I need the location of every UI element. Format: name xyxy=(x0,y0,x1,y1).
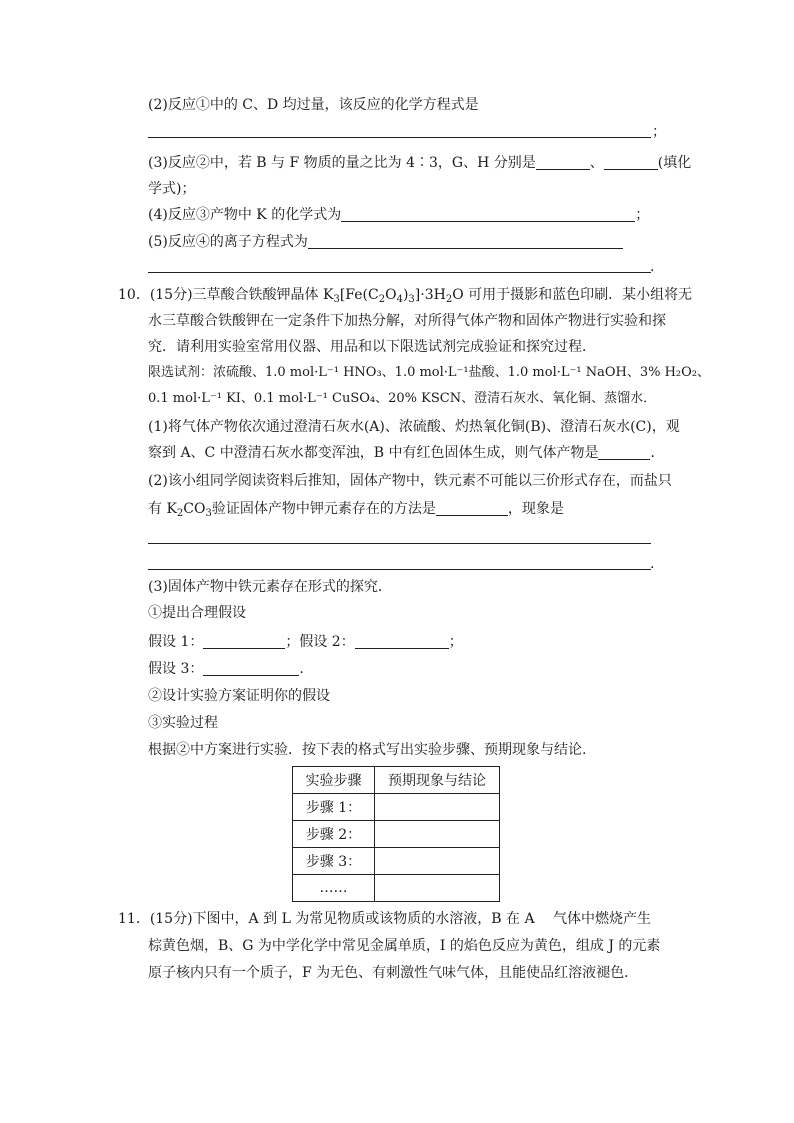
q9-part4-prefix: (4)反应③产物中 K 的化学式为 xyxy=(148,207,342,223)
table-header-row xyxy=(293,767,500,794)
q10-hypothesis3-label: 假设 3： xyxy=(148,661,204,677)
q10-step2-title: ②设计实验方案证明你的假设 xyxy=(148,688,330,704)
q10-line1-b: [Fe(C xyxy=(339,287,379,303)
q10-sub: 3 xyxy=(205,508,212,519)
q9-part3-prefix: (3)反应②中，若 B 与 F 物质的量之比为 4∶3，G、H 分别是 xyxy=(148,155,536,171)
q10-part2-line1: (2)该小组同学阅读资料后推知，固体产物中，铁元素不可能以三价形式存在，而盐只 xyxy=(148,473,672,489)
q10-hypothesis3-end: . xyxy=(299,661,304,677)
table-row xyxy=(293,794,500,821)
q9-part3-blank-h[interactable] xyxy=(604,155,658,170)
q10-part2-d: ，现象是 xyxy=(507,501,564,517)
table-row-answer-cell[interactable] xyxy=(375,848,500,875)
experiment-table xyxy=(292,766,500,902)
q9-part2-answer-line[interactable] xyxy=(148,137,651,138)
q10-hypothesis2-blank[interactable] xyxy=(355,634,449,649)
q10-part1-blank[interactable] xyxy=(598,445,650,460)
q9-part5-text xyxy=(148,233,623,251)
q9-part5-prefix: (5)反应④的离子方程式为 xyxy=(148,234,308,250)
q10-hypothesis3-blank[interactable] xyxy=(203,661,299,676)
q10-part2-c: 验证固体产物中钾元素存在的方法是 xyxy=(211,501,436,517)
table-row-step: 步骤 3： xyxy=(293,848,375,875)
q9-part3-sep: 、 xyxy=(589,155,604,171)
q10-sub: 3 xyxy=(408,294,415,305)
q10-hypothesis2-end: ； xyxy=(448,634,463,650)
q10-sub: 2 xyxy=(176,508,184,519)
q10-part1-end: ． xyxy=(650,445,665,461)
q10-line1-c: O xyxy=(385,287,397,303)
q11-line3: 原子核内只有一个质子，F 为无色、有刺激性气味气体，且能使品红溶液褪色． xyxy=(148,965,639,981)
q9-part3-suffix: (填化 xyxy=(657,155,692,171)
q9-part4-end: ； xyxy=(635,207,650,223)
table-row-step: 步骤 1： xyxy=(293,794,375,821)
q10-part2-line2 xyxy=(148,500,564,523)
table-row-step: …… xyxy=(293,875,375,902)
q10-hypothesis1-blank[interactable] xyxy=(203,634,285,649)
q10-sub: 2 xyxy=(445,294,453,305)
table-row xyxy=(293,821,500,848)
q10-sub: 4 xyxy=(396,294,403,305)
q10-sub: 3 xyxy=(333,294,340,305)
q10-line1-f: O 可用于摄影和蓝色印刷．某小组将无 xyxy=(452,287,693,303)
q10-part3-title: (3)固体产物中铁元素存在形式的探究． xyxy=(148,579,392,595)
q10-part2-answer-line2[interactable] xyxy=(148,569,651,570)
q9-part5-blank[interactable] xyxy=(308,234,623,249)
q10-line3: 究．请利用实验室常用仪器、用品和以下限选试剂完成验证和探究过程． xyxy=(148,339,596,355)
q10-line1 xyxy=(118,286,692,309)
q10-part1-line2 xyxy=(148,444,664,462)
q9-part4-text xyxy=(148,206,649,224)
q10-line1-d: ) xyxy=(402,287,409,303)
q10-part2-answer-line1[interactable] xyxy=(148,543,651,544)
q10-part2-blank-method[interactable] xyxy=(436,501,508,516)
table-header-expected: 预期现象与结论 xyxy=(375,767,500,794)
q10-line2: 水三草酸合铁酸钾在一定条件下加热分解，对所得气体产物和固体产物进行实验和探 xyxy=(148,313,666,329)
q10-hypothesis2-label: ；假设 2： xyxy=(285,634,355,650)
q10-reagents-line2: 0.1 mol·L⁻¹ KI、0.1 mol·L⁻¹ CuSO₄、20% KSCN、澄清石灰水、氧化铜、蒸馏水． xyxy=(148,391,657,406)
q9-part5-end: . xyxy=(650,259,655,275)
q9-part4-blank[interactable] xyxy=(341,207,635,222)
q10-hypothesis1-label: 假设 1： xyxy=(148,634,204,650)
q10-part1-text: 察到 A、C 中澄清石灰水都变浑浊，B 中有红色固体生成，则气体产物是 xyxy=(148,445,599,461)
q10-part2-b: CO xyxy=(183,501,206,517)
q10-table-intro: 根据②中方案进行实验．按下表的格式写出实验步骤、预期现象与结论. xyxy=(148,742,587,758)
q10-sub: 2 xyxy=(378,294,386,305)
q10-part1-line1: (1)将气体产物依次通过澄清石灰水(A)、浓硫酸、灼热氧化铜(B)、澄清石灰水(C)，观 xyxy=(148,419,680,435)
q10-part2-a: 有 K xyxy=(148,501,177,517)
table-row-answer-cell[interactable] xyxy=(375,875,500,902)
table-row-answer-cell[interactable] xyxy=(375,821,500,848)
q10-step1-title: ①提出合理假设 xyxy=(148,605,246,621)
q10-hypotheses-row xyxy=(148,633,463,651)
q9-part3-text xyxy=(148,154,691,172)
table-row-answer-cell[interactable] xyxy=(375,794,500,821)
q9-part5-answer-line[interactable] xyxy=(148,272,651,273)
q10-line1-a: 10．(15分)三草酸合铁酸钾晶体 K xyxy=(118,287,334,303)
q9-part3-blank-g[interactable] xyxy=(536,155,590,170)
table-row xyxy=(293,875,500,902)
table-row xyxy=(293,848,500,875)
q9-part2-text: (2)反应①中的 C、D 均过量，该反应的化学方程式是 xyxy=(148,97,479,113)
table-row-step: 步骤 2： xyxy=(293,821,375,848)
q11-line1: 11．(15分)下图中，A 到 L 为常见物质或该物质的水溶液，B 在 A 气体中燃烧产生 xyxy=(118,911,652,927)
table-header-steps: 实验步骤 xyxy=(293,767,375,794)
q10-step3-title: ③实验过程 xyxy=(148,715,218,731)
q9-part2-end: ； xyxy=(652,124,666,140)
q11-line2: 棕黄色烟，B、G 为中学化学中常见金属单质，I 的焰色反应为黄色，组成 J 的元素 xyxy=(148,938,661,954)
q10-hypothesis3-row xyxy=(148,660,304,678)
q10-reagents-line1: 限选试剂：浓硫酸、1.0 mol·L⁻¹ HNO₃、1.0 mol·L⁻¹盐酸、1.0 mol·L⁻¹ NaOH、3% H₂O₂、 xyxy=(148,365,711,380)
q10-line1-e: ]·3H xyxy=(414,287,446,303)
q9-part3-cont: 学式)； xyxy=(148,181,196,197)
q10-part2-end: . xyxy=(650,556,655,572)
